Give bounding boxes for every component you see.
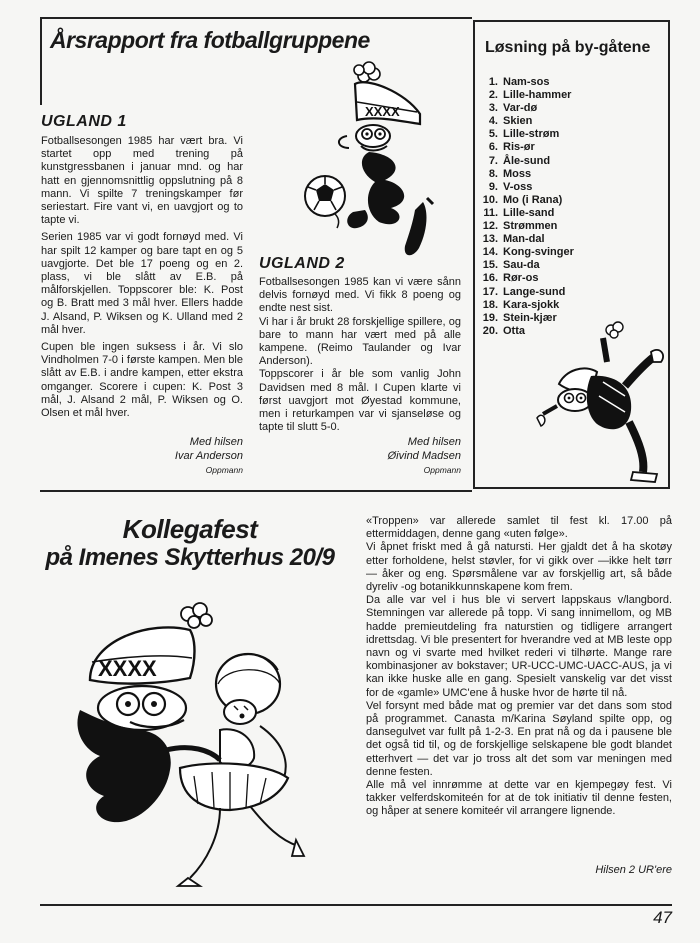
- solution-item: [475, 194, 574, 207]
- dancing-couple-illustration: [70, 600, 310, 900]
- solution-item-text: Moss: [503, 167, 532, 180]
- solution-item-text: Kara-sjokk: [503, 298, 560, 311]
- solution-item: [475, 155, 574, 168]
- solution-item-number: 7.: [488, 154, 498, 167]
- ugland2-role: Oppmann: [423, 465, 461, 475]
- solution-item: [475, 246, 574, 259]
- party-title-line2: på Imenes Skytterhus 20/9: [45, 544, 335, 571]
- solution-item-number: 19.: [482, 311, 498, 324]
- solution-item-text: Lange-sund: [503, 285, 566, 298]
- solution-item: [475, 89, 574, 102]
- solution-item-text: Mo (i Rana): [503, 193, 563, 206]
- solution-item-text: Lille-hammer: [503, 89, 572, 102]
- solution-item-text: Stein-kjær: [503, 311, 557, 324]
- solution-item-number: 14.: [482, 246, 498, 259]
- hat-text: XXXX: [98, 656, 157, 681]
- solution-item-number: 2.: [488, 89, 498, 102]
- section-divider: [40, 490, 472, 492]
- solution-item-number: 13.: [482, 233, 498, 246]
- solution-item-number: 4.: [488, 115, 498, 128]
- ugland2-heading: UGLAND 2: [259, 255, 345, 272]
- solution-item: [475, 299, 574, 312]
- ugland2-greeting: Med hilsen: [407, 436, 461, 448]
- party-paragraph-3: Da alle var vel i hus ble vi servert lappskaus v/langbord. Stemningen var allerede på topp. Vi sang innimellom, og MB hadde premieutdeling fra naturstien og tidligere arrangert idrettsdag. Vi ble presentert for hverandre ved at MB leste opp navn og vi svarte med hvilket rederi vi tilhørte. Mange rare kombinasjoner av bokstaver; UR-UCC-UMC-UACC-AUS, ja vi kan ikke huske alle en gang. Spesielt vanskelig var det visst for de «gamle» UMC'ene å huske hvor de hørte til nå.: [366, 594, 672, 699]
- solution-item: [475, 115, 574, 128]
- solution-item-text: Kong-svinger: [503, 246, 574, 259]
- pompom-icon: [606, 322, 623, 338]
- party-paragraph-2: Vi åpnet friskt med å gå natursti. Her gjaldt det å ha skotøy etter forholdene, helst støvler, for vi gikk over —ikke helt tørr — åker og eng. Spørsmålene var av forskjellig art, så både dyreliv -og botanikkunnskapene kom frem.: [366, 541, 672, 594]
- solution-item-text: Nam-sos: [503, 76, 550, 88]
- party-signoff: Hilsen 2 UR'ere: [595, 864, 672, 876]
- solution-item: [475, 233, 574, 246]
- solution-item-number: 10.: [482, 193, 498, 206]
- solution-item-number: 20.: [482, 324, 498, 337]
- pompom-icon: [354, 62, 380, 82]
- ugland1-paragraph-2: Serien 1985 var vi godt fornøyd med. Vi har spilt 12 kamper og bare tapt en og 5 uavgjorte. Det ble 17 poeng og en 2. plass, vi ble slått av E.B. på målforskjellen. Toppscorer ble: K. Post og B. Bratt med 3 mål hver. Ellers hadde J. Alsand, P. Wiksen og K. Ulland med 2 mål hver.: [41, 231, 243, 336]
- solution-item-number: 15.: [482, 259, 498, 272]
- ugland1-article: [41, 135, 243, 420]
- solution-item-number: 1.: [488, 76, 498, 88]
- ugland1-paragraph-3: Cupen ble ingen suksess i år. Vi slo Vindholmen 7-0 i første kampen. Men ble slått av E.B. i andre kampen, etter ekstra omganger. Scorere i cupen: K. Post 3 mål, J. Alsand 2 mål, P. Wiksen og O. Olsen et mål hver.: [41, 341, 243, 420]
- solution-title: Løsning på by-gåtene: [485, 39, 651, 56]
- solution-item-text: Skien: [503, 115, 533, 128]
- report-title: Årsrapport fra fotballgruppene: [50, 27, 370, 53]
- party-paragraph-1: «Troppen» var allerede samlet til fest kl. 17.00 på ettermiddagen, denne gang «uten følge».: [366, 515, 672, 541]
- solution-item: [475, 168, 574, 181]
- ugland1-greeting: Med hilsen: [189, 436, 243, 448]
- solution-item-text: Lille-sand: [503, 206, 555, 219]
- ugland1-heading: UGLAND 1: [41, 113, 127, 130]
- top-rule: [40, 17, 472, 19]
- ugland2-paragraph-1: Fotballsesongen 1985 kan vi være sånn delvis fornøyd med. Vi fikk 8 poeng og endte nest sist.: [259, 276, 461, 315]
- solution-item-text: Man-dal: [503, 233, 545, 246]
- svg-text:XXXX: XXXX: [365, 104, 400, 119]
- ugland1-role: Oppmann: [205, 465, 243, 475]
- solution-item-number: 18.: [482, 298, 498, 311]
- ugland2-article: [259, 276, 461, 434]
- solution-item-text: V-oss: [503, 180, 533, 193]
- solution-item-text: Rør-os: [503, 272, 539, 285]
- solution-item-number: 11.: [483, 206, 498, 219]
- solution-item: [475, 76, 574, 89]
- ugland1-paragraph-1: Fotballsesongen 1985 har vært bra. Vi startet opp med trening på kunstgressbanen i januar mnd. og har hatt en gjennomsnittlig oppslutning på 8 mann. Vi spilte 7 treningskamper før seriestart. Fire vant vi, en uavgjort og to tapte vi.: [41, 135, 243, 227]
- solution-item-number: 3.: [488, 102, 498, 115]
- bottom-rule: [40, 904, 672, 906]
- ugland2-signer: Øivind Madsen: [387, 450, 461, 462]
- party-title-line1: Kollegafest: [122, 514, 258, 544]
- solution-item-number: 9.: [488, 180, 498, 193]
- solution-item: [475, 272, 574, 285]
- solution-item: [475, 102, 574, 115]
- ugland1-signer: Ivar Anderson: [174, 450, 243, 462]
- solution-item-number: 6.: [488, 141, 498, 154]
- solution-item-text: Otta: [503, 324, 525, 337]
- party-paragraph-4: Vel forsynt med både mat og premier var det dans som stod på programmet. Canasta m/Karina Søyland spilte opp, og dansegulvet var fullt på 1-2-3. En prat nå og da i pausene ble det også tid til, og de forskjellige selskapene ble godt blandet etterhvert — det var jo tross alt det som var meningen med denne festen.: [366, 699, 672, 778]
- ugland2-paragraph-3: Toppscorer i år ble som vanlig John Davidsen med 8 mål. I Cupen klarte vi først uavgjort mot Øyestad kommune, men i returkampen var vi sjanseløse og tapte til slutt 5-0.: [259, 368, 461, 434]
- title-box-left-rule: [40, 17, 42, 105]
- solution-box: [473, 20, 670, 489]
- pompom-icon: [181, 603, 212, 628]
- solution-item-text: Sau-da: [503, 259, 540, 272]
- dancer-mascot-illustration: [533, 322, 668, 482]
- solution-item: [475, 181, 574, 194]
- solution-item-text: Strømmen: [503, 220, 558, 233]
- solution-item-text: Åle-sund: [503, 154, 551, 167]
- party-article: [366, 515, 672, 819]
- party-paragraph-5: Alle må vel innrømme at dette var en kjempegøy fest. Vi takker velferdskomiteén for at de tok initiativ til denne festen, og håper at senere komiteér vil arrangere lignende.: [366, 779, 672, 818]
- solution-item-text: Lille-strøm: [503, 128, 560, 141]
- solution-item-number: 17.: [482, 285, 498, 298]
- solution-item: [475, 259, 574, 272]
- solution-item: [475, 286, 574, 299]
- solution-item-number: 12.: [482, 220, 498, 233]
- ugland2-paragraph-2: Vi har i år brukt 28 forskjellige spillere, og bare to mann har vært med på alle kampene. (Reimo Taulander og Ivar Anderson).: [259, 315, 461, 368]
- solution-item-text: Var-dø: [503, 102, 538, 115]
- solution-item: [475, 128, 574, 141]
- solution-item: [475, 141, 574, 154]
- solution-item: [475, 220, 574, 233]
- solution-list: [475, 76, 574, 338]
- football-mascot-illustration: [295, 62, 455, 262]
- solution-item-number: 5.: [488, 128, 498, 141]
- page-number: 47: [653, 908, 672, 927]
- solution-item-number: 16.: [482, 272, 498, 285]
- solution-item-number: 8.: [488, 167, 498, 180]
- solution-item: [475, 207, 574, 220]
- solution-item-text: Ris-ør: [503, 141, 535, 154]
